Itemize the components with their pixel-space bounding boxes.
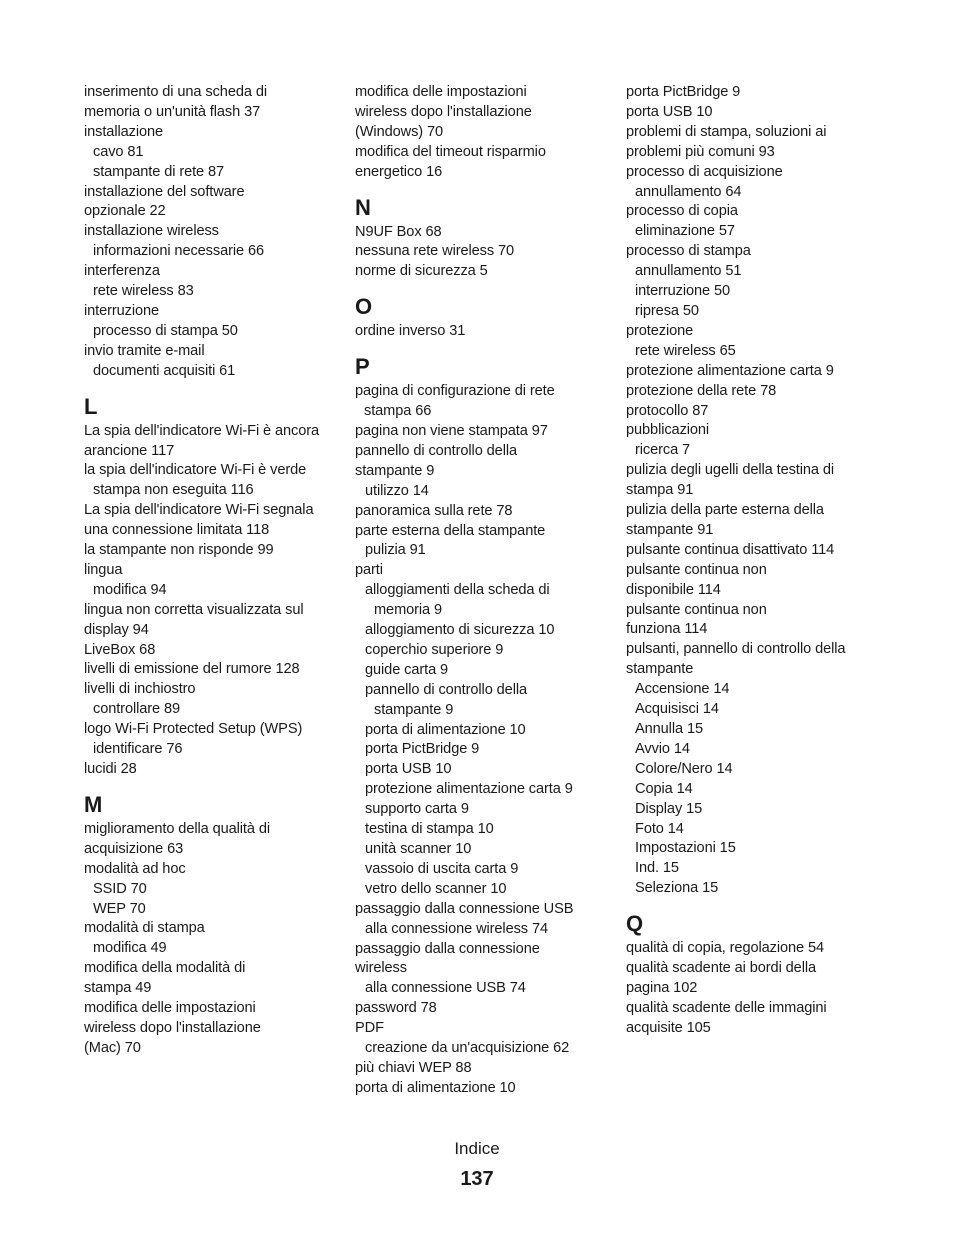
index-entry: pulizia della parte esterna della [626,502,824,519]
index-subentry: memoria 9 [374,602,443,619]
index-entry: installazione wireless [84,223,219,240]
index-subentry: Ind. 15 [635,860,679,877]
index-entry: inserimento di una scheda di [84,84,267,100]
index-entry: lucidi 28 [84,761,137,777]
index-entry: porta PictBridge 9 [626,84,741,100]
index-entry: lingua non corretta visualizzata sul [84,601,304,618]
index-entry: La spia dell'indicatore Wi-Fi segnala [84,502,314,519]
index-entry: una connessione limitata 118 [84,522,270,539]
index-subentry: Accensione 14 [635,681,730,698]
index-subentry: Avvio 14 [635,740,690,757]
index-subentry: modifica 94 [93,581,167,598]
index-entry: acquisite 105 [626,1019,711,1036]
index-entry: processo di acquisizione [626,163,783,180]
index-subentry: informazioni necessarie 66 [93,243,264,260]
index-subentry: alla connessione USB 74 [365,980,526,997]
section-letter-heading: M [84,791,103,817]
index-entry: protocollo 87 [626,402,709,419]
index-subentry: stampa 66 [364,403,432,420]
section-letter-heading: Q [626,911,644,937]
index-subentry: unità scanner 10 [365,841,472,857]
index-subentry: porta PictBridge 9 [365,741,480,758]
index-entry: processo di stampa [626,243,751,260]
index-entry: display 94 [84,621,149,638]
index-entry: stampante 91 [626,521,714,538]
index-entry: password 78 [355,1000,437,1017]
index-entry: porta USB 10 [626,103,713,120]
index-entry: modalità ad hoc [84,860,186,877]
index-subentry: coperchio superiore 9 [365,641,504,658]
index-subentry: pulizia 91 [365,542,426,559]
index-entry: stampa 49 [84,980,152,997]
footer-section-title: Indice [454,1139,500,1158]
index-entry: invio tramite e-mail [84,342,205,359]
index-entry: modalità di stampa [84,920,205,937]
index-entry: passaggio dalla connessione USB [355,900,574,917]
footer-page-number: 137 [460,1168,494,1190]
index-subentry: vetro dello scanner 10 [365,880,507,897]
section-letter-heading: N [355,194,371,220]
index-entry: stampante [626,661,694,678]
index-entry: livelli di inchiostro [84,681,196,698]
index-entry: memoria o un'unità flash 37 [84,103,261,120]
index-entry: (Mac) 70 [84,1039,141,1056]
index-subentry: rete wireless 65 [635,342,736,359]
index-subentry: stampante di rete 87 [93,163,225,180]
index-subentry: annullamento 64 [635,183,742,200]
index-entry: wireless dopo l'installazione [84,1019,261,1036]
index-entry: opzionale 22 [84,203,166,220]
index-subentry: alla connessione wireless 74 [365,920,548,937]
index-subentry: alloggiamenti della scheda di [365,582,550,599]
index-entry: interruzione [84,302,160,319]
index-entry: N9UF Box 68 [355,223,442,240]
index-column-3 [626,83,876,1039]
index-entry: problemi più comuni 93 [626,143,775,160]
index-entry: LiveBox 68 [84,641,156,658]
index-entry: pannello di controllo della [355,442,518,459]
index-entry: lingua [84,561,123,578]
index-subentry: interruzione 50 [635,283,731,300]
index-entry: pulsante continua disattivato 114 [626,541,835,558]
index-entry: protezione della rete 78 [626,382,777,399]
index-subentry: eliminazione 57 [635,223,735,240]
index-entry: modifica del timeout risparmio [355,143,546,160]
index-subentry: identificare 76 [93,741,183,758]
index-entry: porta di alimentazione 10 [355,1079,516,1096]
index-entry: interferenza [84,263,160,280]
index-entry: La spia dell'indicatore Wi-Fi è ancora [84,422,320,439]
index-column-2 [355,83,605,1099]
index-entry: funziona 114 [626,621,708,638]
index-subentry: porta USB 10 [365,761,452,778]
index-subentry: vassoio di uscita carta 9 [365,860,519,877]
index-subentry: modifica 49 [93,940,167,957]
index-entry: più chiavi WEP 88 [355,1059,472,1076]
index-entry: ordine inverso 31 [355,323,466,340]
index-subentry: SSID 70 [93,880,147,897]
index-subentry: utilizzo 14 [365,482,429,499]
index-subentry: creazione da un'acquisizione 62 [365,1040,570,1057]
index-subentry: rete wireless 83 [93,283,194,300]
index-entry: la spia dell'indicatore Wi-Fi è verde [84,462,307,479]
index-entry: stampante 9 [355,462,435,479]
index-entry: pagina 102 [626,979,698,996]
index-entry: panoramica sulla rete 78 [355,502,513,519]
index-entry: la stampante non risponde 99 [84,542,274,559]
index-subentry: controllare 89 [93,701,181,718]
index-subentry: annullamento 51 [635,263,742,280]
index-entry: modifica della modalità di [84,960,246,977]
index-subentry: supporto carta 9 [365,801,469,818]
index-subentry: alloggiamento di sicurezza 10 [365,622,555,639]
index-entry: qualità di copia, regolazione 54 [626,940,825,957]
section-letter-heading: P [355,354,370,380]
index-entry: energetico 16 [355,163,443,180]
index-entry: installazione del software [84,183,245,200]
index-subentry: ripresa 50 [635,302,699,319]
index-subentry: Impostazioni 15 [635,840,736,857]
index-entry: pulizia degli ugelli della testina di [626,462,835,479]
index-subentry: Seleziona 15 [635,880,719,897]
index-subentry: WEP 70 [93,900,146,917]
section-letter-heading: O [355,294,373,320]
index-entry: pagina di configurazione di rete [355,383,555,400]
index-subentry: stampa non eseguita 116 [93,482,254,499]
index-subentry: cavo 81 [93,143,144,160]
index-entry: processo di copia [626,203,738,220]
index-entry: pulsanti, pannello di controllo della [626,641,846,658]
index-subentry: Acquisisci 14 [635,701,719,718]
index-entry: pulsante continua non [626,561,767,578]
index-entry: wireless dopo l'installazione [355,103,532,120]
index-entry: protezione [626,322,694,339]
index-entry: protezione alimentazione carta 9 [626,362,834,379]
index-entry: parti [355,562,383,579]
index-subentry: stampante 9 [374,701,454,718]
index-entry: livelli di emissione del rumore 128 [84,661,300,678]
index-entry: stampa 91 [626,482,694,499]
index-subentry: ricerca 7 [635,442,691,459]
index-subentry: Annulla 15 [635,721,703,737]
index-entry: norme di sicurezza 5 [355,263,488,280]
index-subentry: guide carta 9 [365,661,449,678]
index-entry: logo Wi-Fi Protected Setup (WPS) [84,721,303,738]
index-entry: pulsante continua non [626,601,767,618]
index-entry: qualità scadente ai bordi della [626,960,816,977]
index-subentry: porta di alimentazione 10 [365,721,526,738]
index-entry: passaggio dalla connessione [355,940,540,957]
index-entry: pubblicazioni [626,422,710,439]
index-entry: parte esterna della stampante [355,522,546,539]
index-entry: acquisizione 63 [84,840,184,857]
index-entry: modifica delle impostazioni [84,1000,256,1017]
index-entry: pagina non viene stampata 97 [355,422,548,439]
index-entry: problemi di stampa, soluzioni ai [626,123,827,140]
index-entry: arancione 117 [84,442,175,459]
index-subentry: documenti acquisiti 61 [93,362,236,379]
index-entry: miglioramento della qualità di [84,820,271,837]
index-entry: (Windows) 70 [355,123,444,140]
index-subentry: testina di stampa 10 [365,821,494,838]
index-entry: PDF [355,1020,384,1037]
index-subentry: protezione alimentazione carta 9 [365,781,573,798]
index-subentry: pannello di controllo della [365,681,528,698]
section-letter-heading: L [84,393,98,419]
index-entry: modifica delle impostazioni [355,84,527,100]
index-subentry: Colore/Nero 14 [635,760,733,777]
index-subentry: Display 15 [635,800,703,817]
index-subentry: processo di stampa 50 [93,322,238,339]
index-entry: disponibile 114 [626,581,721,598]
index-subentry: Foto 14 [635,820,684,837]
index-column-1 [84,83,334,1059]
index-entry: qualità scadente delle immagini [626,999,827,1016]
index-entry: installazione [84,123,164,140]
index-entry: nessuna rete wireless 70 [355,243,515,260]
index-subentry: Copia 14 [635,780,693,797]
index-entry: wireless [355,960,407,977]
